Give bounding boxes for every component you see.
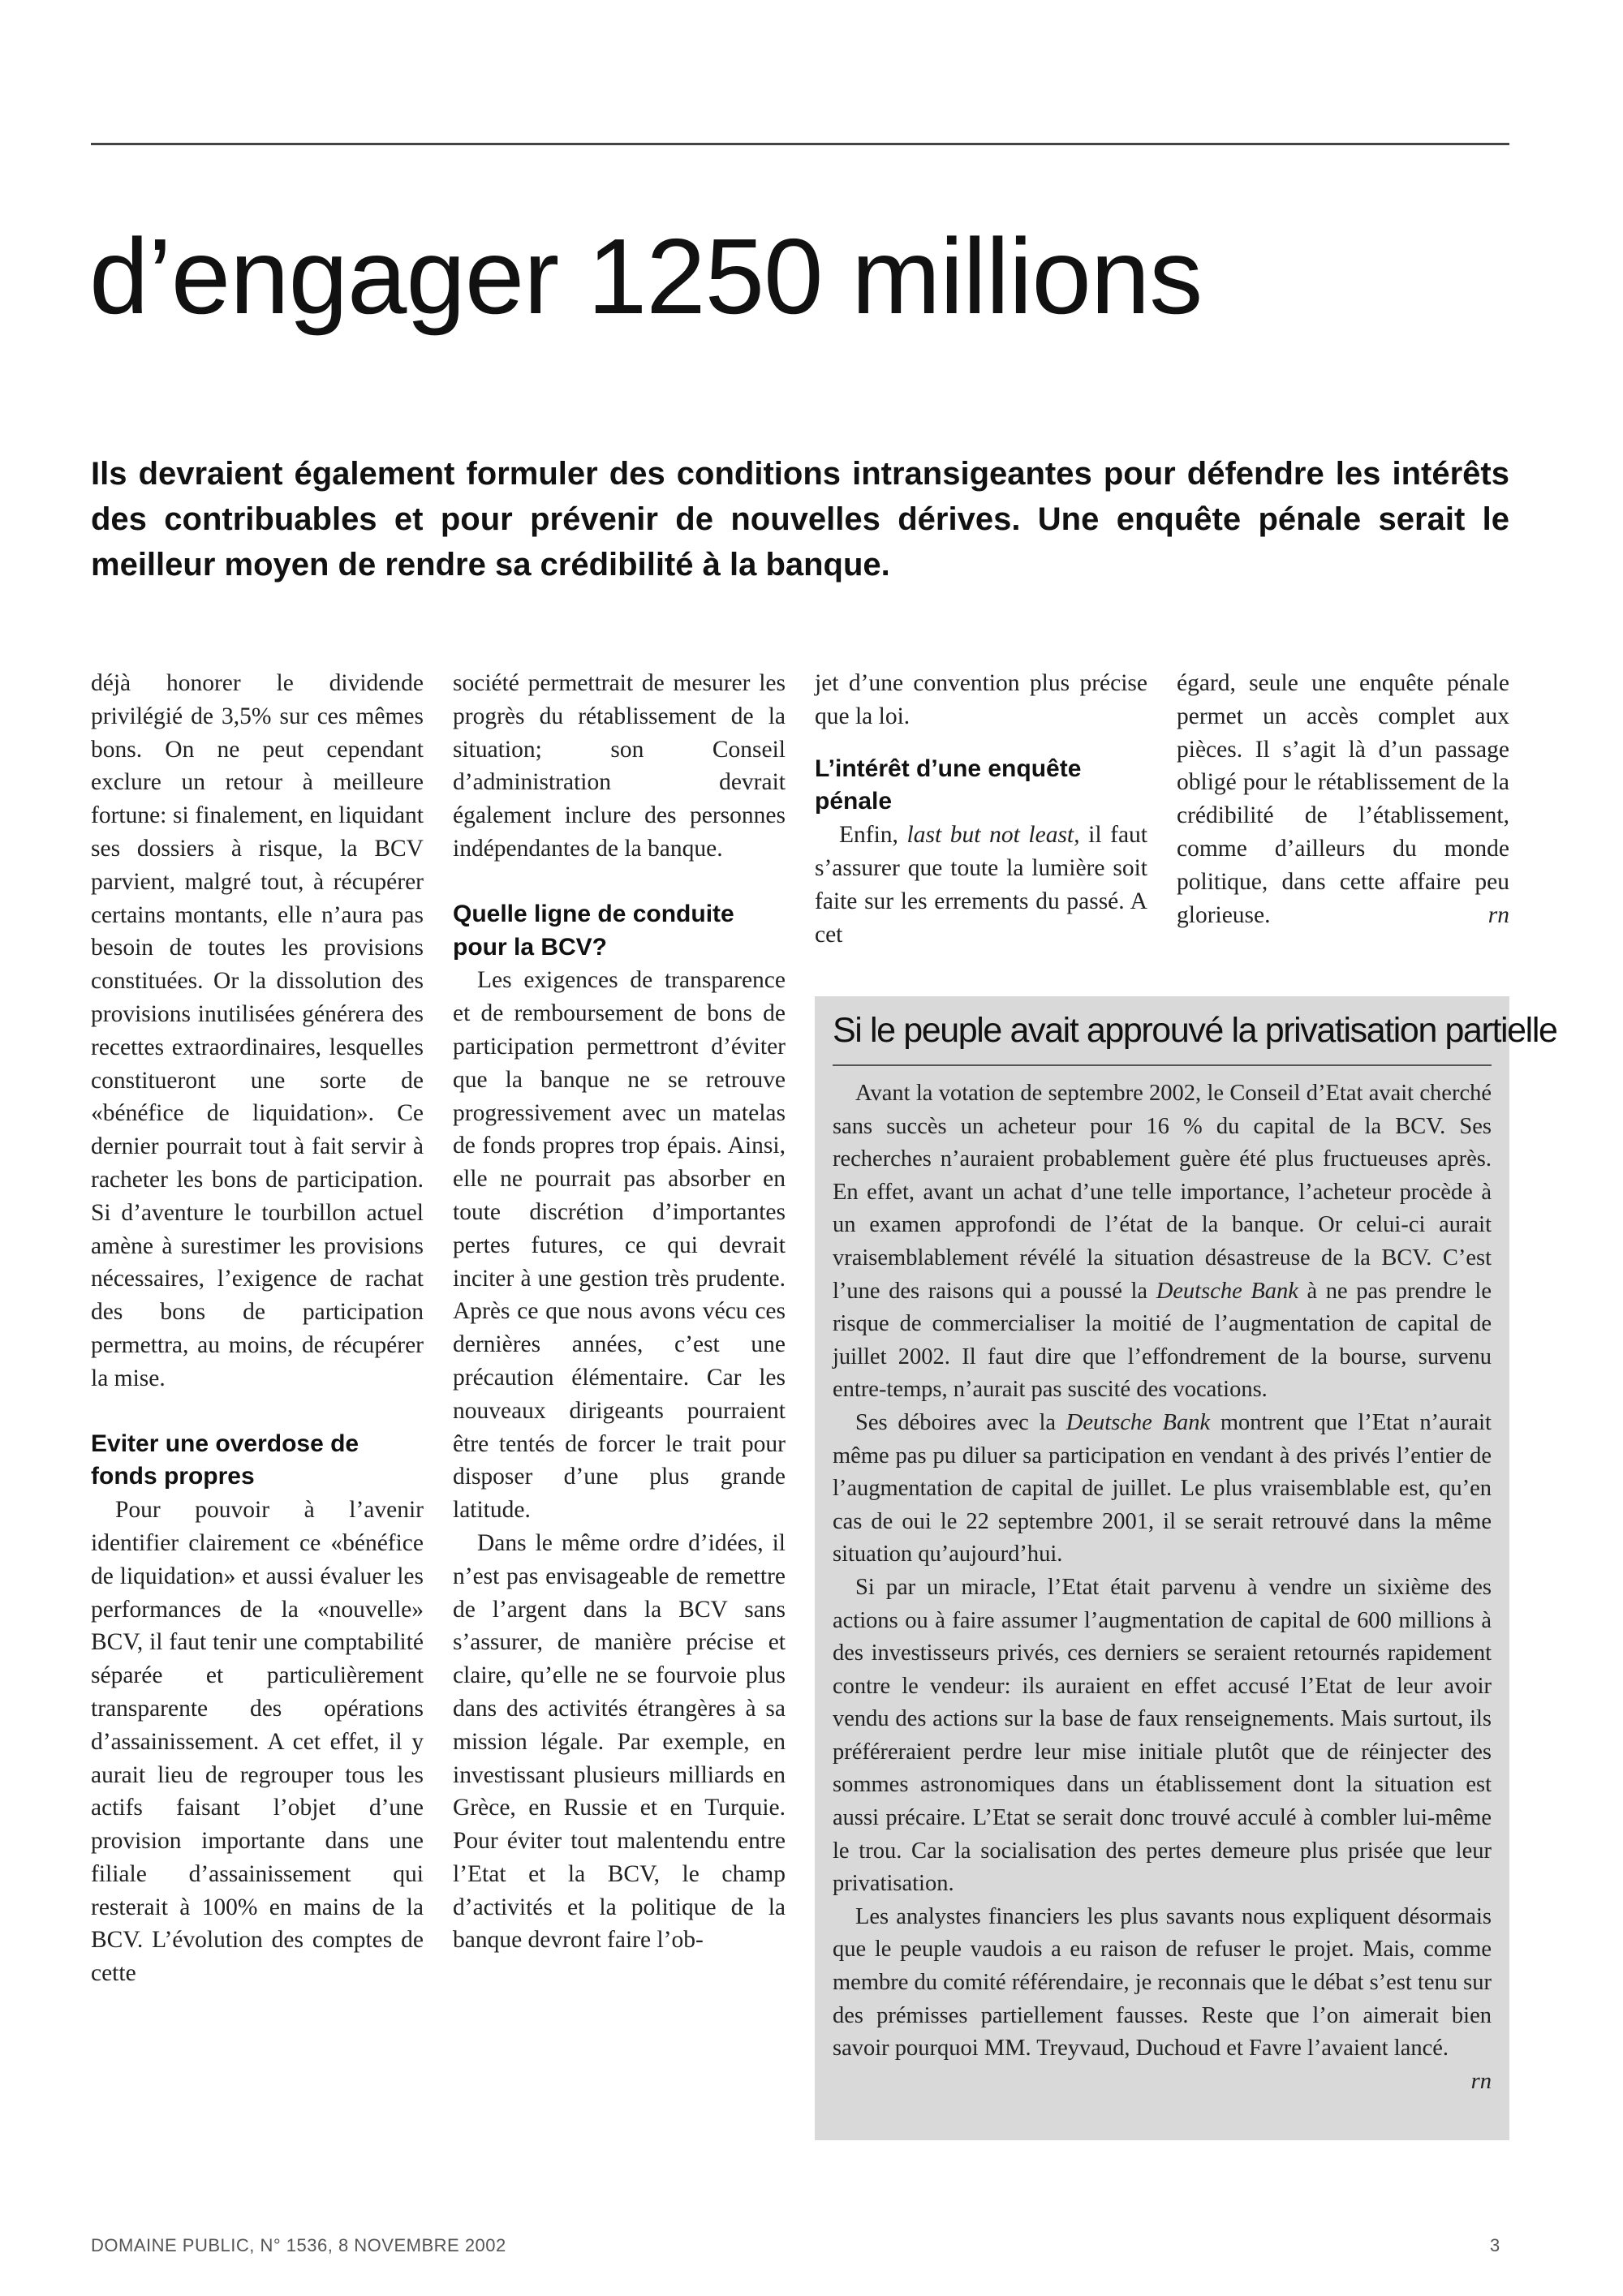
paragraph	[833, 1077, 1492, 1407]
sidebar-title-rule	[833, 1064, 1492, 1066]
sidebar-title: Si le peuple avait approuvé la privatisation partielle	[833, 1011, 1557, 1050]
text-run: Avant la votation de septembre 2002, le Conseil d’Etat avait cherché sans succès un acheteur pour 16 % du capital de la BCV. Ses recherches n’auraient probablement guère été plus fructueuses après. En effet, avant un achat d’une telle importance, l’acheteur procède à un examen approfondi de l’état de la banque. Or celui-ci aurait vraisemblablement révélé la situation désastreuse de la BCV. C’est l’une des raisons qui a poussé la	[833, 1081, 1492, 1304]
paragraph: Pour pouvoir à l’avenir identifier clairement ce «bénéfice de liquidation» et aussi évaluer les performances de la «nouvelle» BCV, il faut tenir une comptabilité séparée et particulièrement transparente des opérations d’assainissement. A cet effet, il y aurait lieu de regrouper tous les actifs faisant l’objet d’une provision importante dans une filiale d’assainissement qui resterait à 100% en mains de la BCV. L’évolution des comptes de cette	[91, 1497, 424, 1987]
column-2	[453, 667, 786, 1957]
paragraph: Dans le même ordre d’idées, il n’est pas envisageable de remettre de l’argent dans la BCV sans s’assurer, de manière précise et claire, qu’elle ne se fourvoie plus dans des activités étrangères à sa mission légale. Par exemple, en investissant plusieurs milliards en Grèce, en Russie et en Turquie. Pour éviter tout malentendu entre l’Etat et la BCV, le champ d’activités et la politique de la banque devront faire l’ob-	[453, 1529, 786, 1954]
footer-publication: DOMAINE PUBLIC, N° 1536, 8 NOVEMBRE 2002	[91, 2235, 506, 2255]
page-number: 3	[1490, 2235, 1500, 2255]
article-headline: d’engager 1250 millions	[89, 217, 1203, 336]
section-heading: Eviter une overdose de fonds propres	[91, 1430, 359, 1490]
paragraph	[815, 819, 1147, 951]
text-run: égard, seule une enquête pénale permet un accès complet aux pièces. Il s’agit là d’un passage obligé pour le rétablissement de la crédibilité de l’établissement, comme d’ailleurs du monde politique, dans cette affaire peu glorieuse.	[1177, 670, 1509, 928]
paragraph	[1177, 667, 1509, 931]
section-heading: L’intérêt d’une enquête pénale	[815, 755, 1082, 815]
article-lead: Ils devraient également formuler des conditions intransigeantes pour défendre les intérêts des contribuables et pour prévenir de nouvelles dérives. Une enquête pénale serait le meilleur moyen de rendre sa crédibilité à la banque.	[91, 456, 1509, 583]
paragraph: Les exigences de transparence et de remboursement de bons de participation permettront d’éviter que la banque ne se retrouve progressivement avec un matelas de fonds propres trop épais. Ainsi, elle ne pourrait pas absorber en toute discrétion d’importantes pertes futures, ce qui devrait inciter à une gestion très prudente. Après ce que nous avons vécu ces dernières années, c’est une précaution élémentaire. Car les nouveaux dirigeants pourraient être tentés de forcer le trait pour disposer d’une plus grande latitude.	[453, 967, 786, 1524]
section-heading: Quelle ligne de conduite pour la BCV?	[453, 900, 734, 961]
paragraph: société permettrait de mesurer les progrès du rétablissement de la situation; son Conseil d’administration devrait également inclure des personnes indépendantes de la banque.	[453, 670, 786, 862]
column-1	[91, 667, 424, 1990]
top-rule	[91, 143, 1509, 145]
text-run: il faut s’assurer que toute la lumière soit faite sur les errements du passé. A cet	[815, 822, 1148, 948]
paragraph: Si par un miracle, l’Etat était parvenu à vendre un sixième des actions ou à faire assumer l’augmentation de capital de 600 millions à des investisseurs privés, ces derniers se seraient retournés rapidement contre le vendeur: ils auraient en effet accusé l’Etat de leur avoir vendu des actions sur la base de faux renseignements. Mais surtout, ils préféreraient perdre leur mise initiale plutôt que de réinjecter des sommes astronomiques dans un établissement dont la situation est aussi précaire. L’Etat se serait donc trouvé acculé à combler lui-même le trou. Car la socialisation des pertes demeure plus prisée que leur privatisation.	[833, 1574, 1492, 1897]
italic-phrase: Deutsche Bank	[1065, 1409, 1211, 1435]
text-run: à ne pas prendre le risque de commercialiser la moitié de l’augmentation de capital de juillet 2002. Il faut dire que l’effondrement de la bourse, survenu entre-temps, n’aurait pas suscité des vocations.	[833, 1278, 1492, 1403]
author-signature: rn	[1470, 2068, 1492, 2094]
italic-phrase: last but not least,	[906, 822, 1080, 849]
text-run: Enfin,	[839, 822, 907, 849]
sidebar-box	[815, 996, 1557, 2140]
paragraph: déjà honorer le dividende privilégié de 3,5% sur ces mêmes bons. On ne peut cependant exclure un retour à meilleure fortune: si finalement, en liquidant ses dossiers à risque, la BCV parvient, malgré tout, à récupérer certains montants, elle n’aura pas besoin de toutes les provisions constituées. Or la dissolution des provisions inutilisées générera des recettes extraordinaires, lesquelles constitueront une sorte de «bénéfice de liquidation». Ce dernier pourrait tout à fait servir à racheter les bons de participation. Si d’aventure le tourbillon actuel amène à surestimer les provisions nécessaires, l’exigence de rachat des bons de participation permettra, au moins, de récupérer la mise.	[91, 670, 424, 1391]
paragraph	[833, 1901, 1492, 2094]
author-signature: rn	[1487, 901, 1509, 928]
paragraph: jet d’une convention plus précise que la loi.	[815, 670, 1147, 729]
italic-phrase: Deutsche Bank	[1156, 1278, 1298, 1304]
sidebar-body	[833, 1077, 1492, 2098]
column-4	[1177, 667, 1509, 931]
text-run: Les analystes financiers les plus savants nous expliquent désormais que le peuple vaudois a eu raison de refuser le projet. Mais, comme membre du comité référendaire, je reconnais que le débat s’est tenu sur des prémisses partiellement fausses. Reste que l’on aimerait bien savoir pourquoi MM. Treyvaud, Duchoud et Favre l’avaient lancé.	[833, 1903, 1492, 2062]
column-3	[815, 667, 1147, 951]
text-run: montrent que l’Etat n’aurait même pas pu diluer sa participation en vendant à des privés l’entier de l’augmentation de capital de juillet. Le plus vraisemblable est, qu’en cas de oui le 22 septembre 2001, il se serait retrouvé dans la même situation qu’aujourd’hui.	[833, 1409, 1492, 1567]
text-run: Ses déboires avec la	[855, 1409, 1066, 1435]
paragraph	[833, 1407, 1492, 1572]
